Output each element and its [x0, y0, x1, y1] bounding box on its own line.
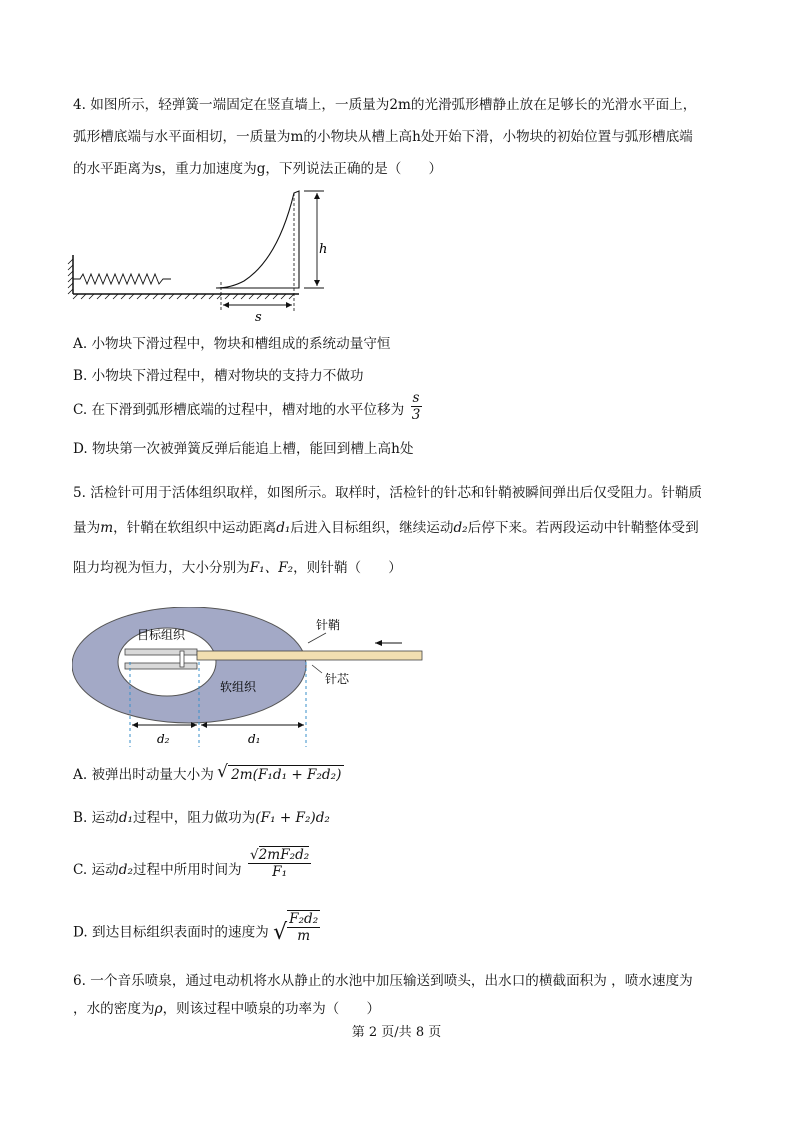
q4-option-d: D. 物块第一次被弹簧反弹后能追上槽，能回到槽上高h处: [73, 441, 414, 457]
q5-option-a: A. 被弹出时动量大小为 √ 2m(F₁d₁ + F₂d₂): [73, 765, 344, 785]
spring: [73, 274, 171, 284]
label-d1: d₁: [248, 732, 261, 746]
q4-stem-line-2: 弧形槽底端与水平面相切，一质量为m的小物块从槽上高h处开始下滑，小物块的初始位置与弧形槽底端: [73, 129, 693, 145]
label-sheath: 针鞘: [316, 618, 341, 632]
q5-option-b: B. 运动d₁过程中，阻力做功为(F₁ + F₂)d₂: [73, 810, 330, 826]
q5-stem-line-2: 量为m，针鞘在软组织中运动距离d₁后进入目标组织，继续运动d₂后停下来。若两段运动中针鞘整体受到: [73, 520, 699, 536]
q4-option-a: A. 小物块下滑过程中，物块和槽组成的系统动量守恒: [73, 336, 391, 352]
q6-stem-line-2: ，水的密度为ρ，则该过程中喷泉的功率为（ ）: [73, 1001, 381, 1017]
q5-option-d-fraction: $\frac{\text{F₂d₂}}{m}$: [289, 911, 319, 944]
q5-option-a-sqrt: √ 2m(F₁d₁ + F₂d₂): [228, 765, 344, 783]
label-h: h: [319, 242, 328, 257]
q5-stem-line-3: 阻力均视为恒力，大小分别为F₁、F₂，则针鞘（ ）: [73, 560, 402, 576]
label-core: 针芯: [325, 672, 350, 686]
q5-stem-line-1: 5. 活检针可用于活体组织取样，如图所示。取样时，活检针的针芯和针鞘被瞬间弹出后仅受阻力。针鞘质: [73, 485, 703, 501]
q4-stem-line-3: 的水平距离为s，重力加速度为g，下列说法正确的是（ ）: [73, 161, 443, 177]
arc-slot: [216, 191, 299, 288]
q5-figure: [72, 607, 427, 755]
needle-sheath-tip-lower: [125, 663, 197, 669]
q4-option-c-text: C. 在下滑到弧形槽底端的过程中，槽对地的水平位移为: [73, 402, 405, 418]
label-d2: d₂: [157, 732, 170, 746]
q4-option-c: [73, 390, 422, 423]
q5-option-d: D. 到达目标组织表面时的速度为 √ $\frac{\text{F₂d₂}}{m}$: [73, 911, 319, 945]
needle-sheath-tip-upper: [125, 649, 197, 655]
q4-option-b: B. 小物块下滑过程中，槽对物块的支持力不做功: [73, 368, 364, 384]
q6-stem-line-1: 6. 一个音乐喷泉，通过电动机将水从静止的水池中加压输送到喷头，出水口的横截面积为 ，喷水速度为: [73, 973, 693, 989]
q4-option-c-fraction: $\frac{s}{3}$: [411, 390, 421, 423]
q5-option-c: C. 运动d₂过程中所用时间为 $\frac{\text{√2mF₂d₂}}{\text{F₁}}$: [73, 847, 310, 880]
q5-option-c-fraction: $\frac{\text{√2mF₂d₂}}{\text{F₁}}$: [249, 847, 310, 880]
label-soft-tissue: 软组织: [220, 680, 257, 694]
label-target-tissue: 目标组织: [137, 628, 186, 642]
page-footer: 第 2 页/共 8 页: [351, 1025, 442, 1040]
needle-body: [197, 651, 422, 660]
label-s: s: [255, 310, 262, 325]
q4-stem-line-1: 4. 如图所示，轻弹簧一端固定在竖直墙上，一质量为2m的光滑弧形槽静止放在足够长的光滑水平面上，: [73, 97, 697, 113]
q4-figure: [66, 185, 341, 325]
